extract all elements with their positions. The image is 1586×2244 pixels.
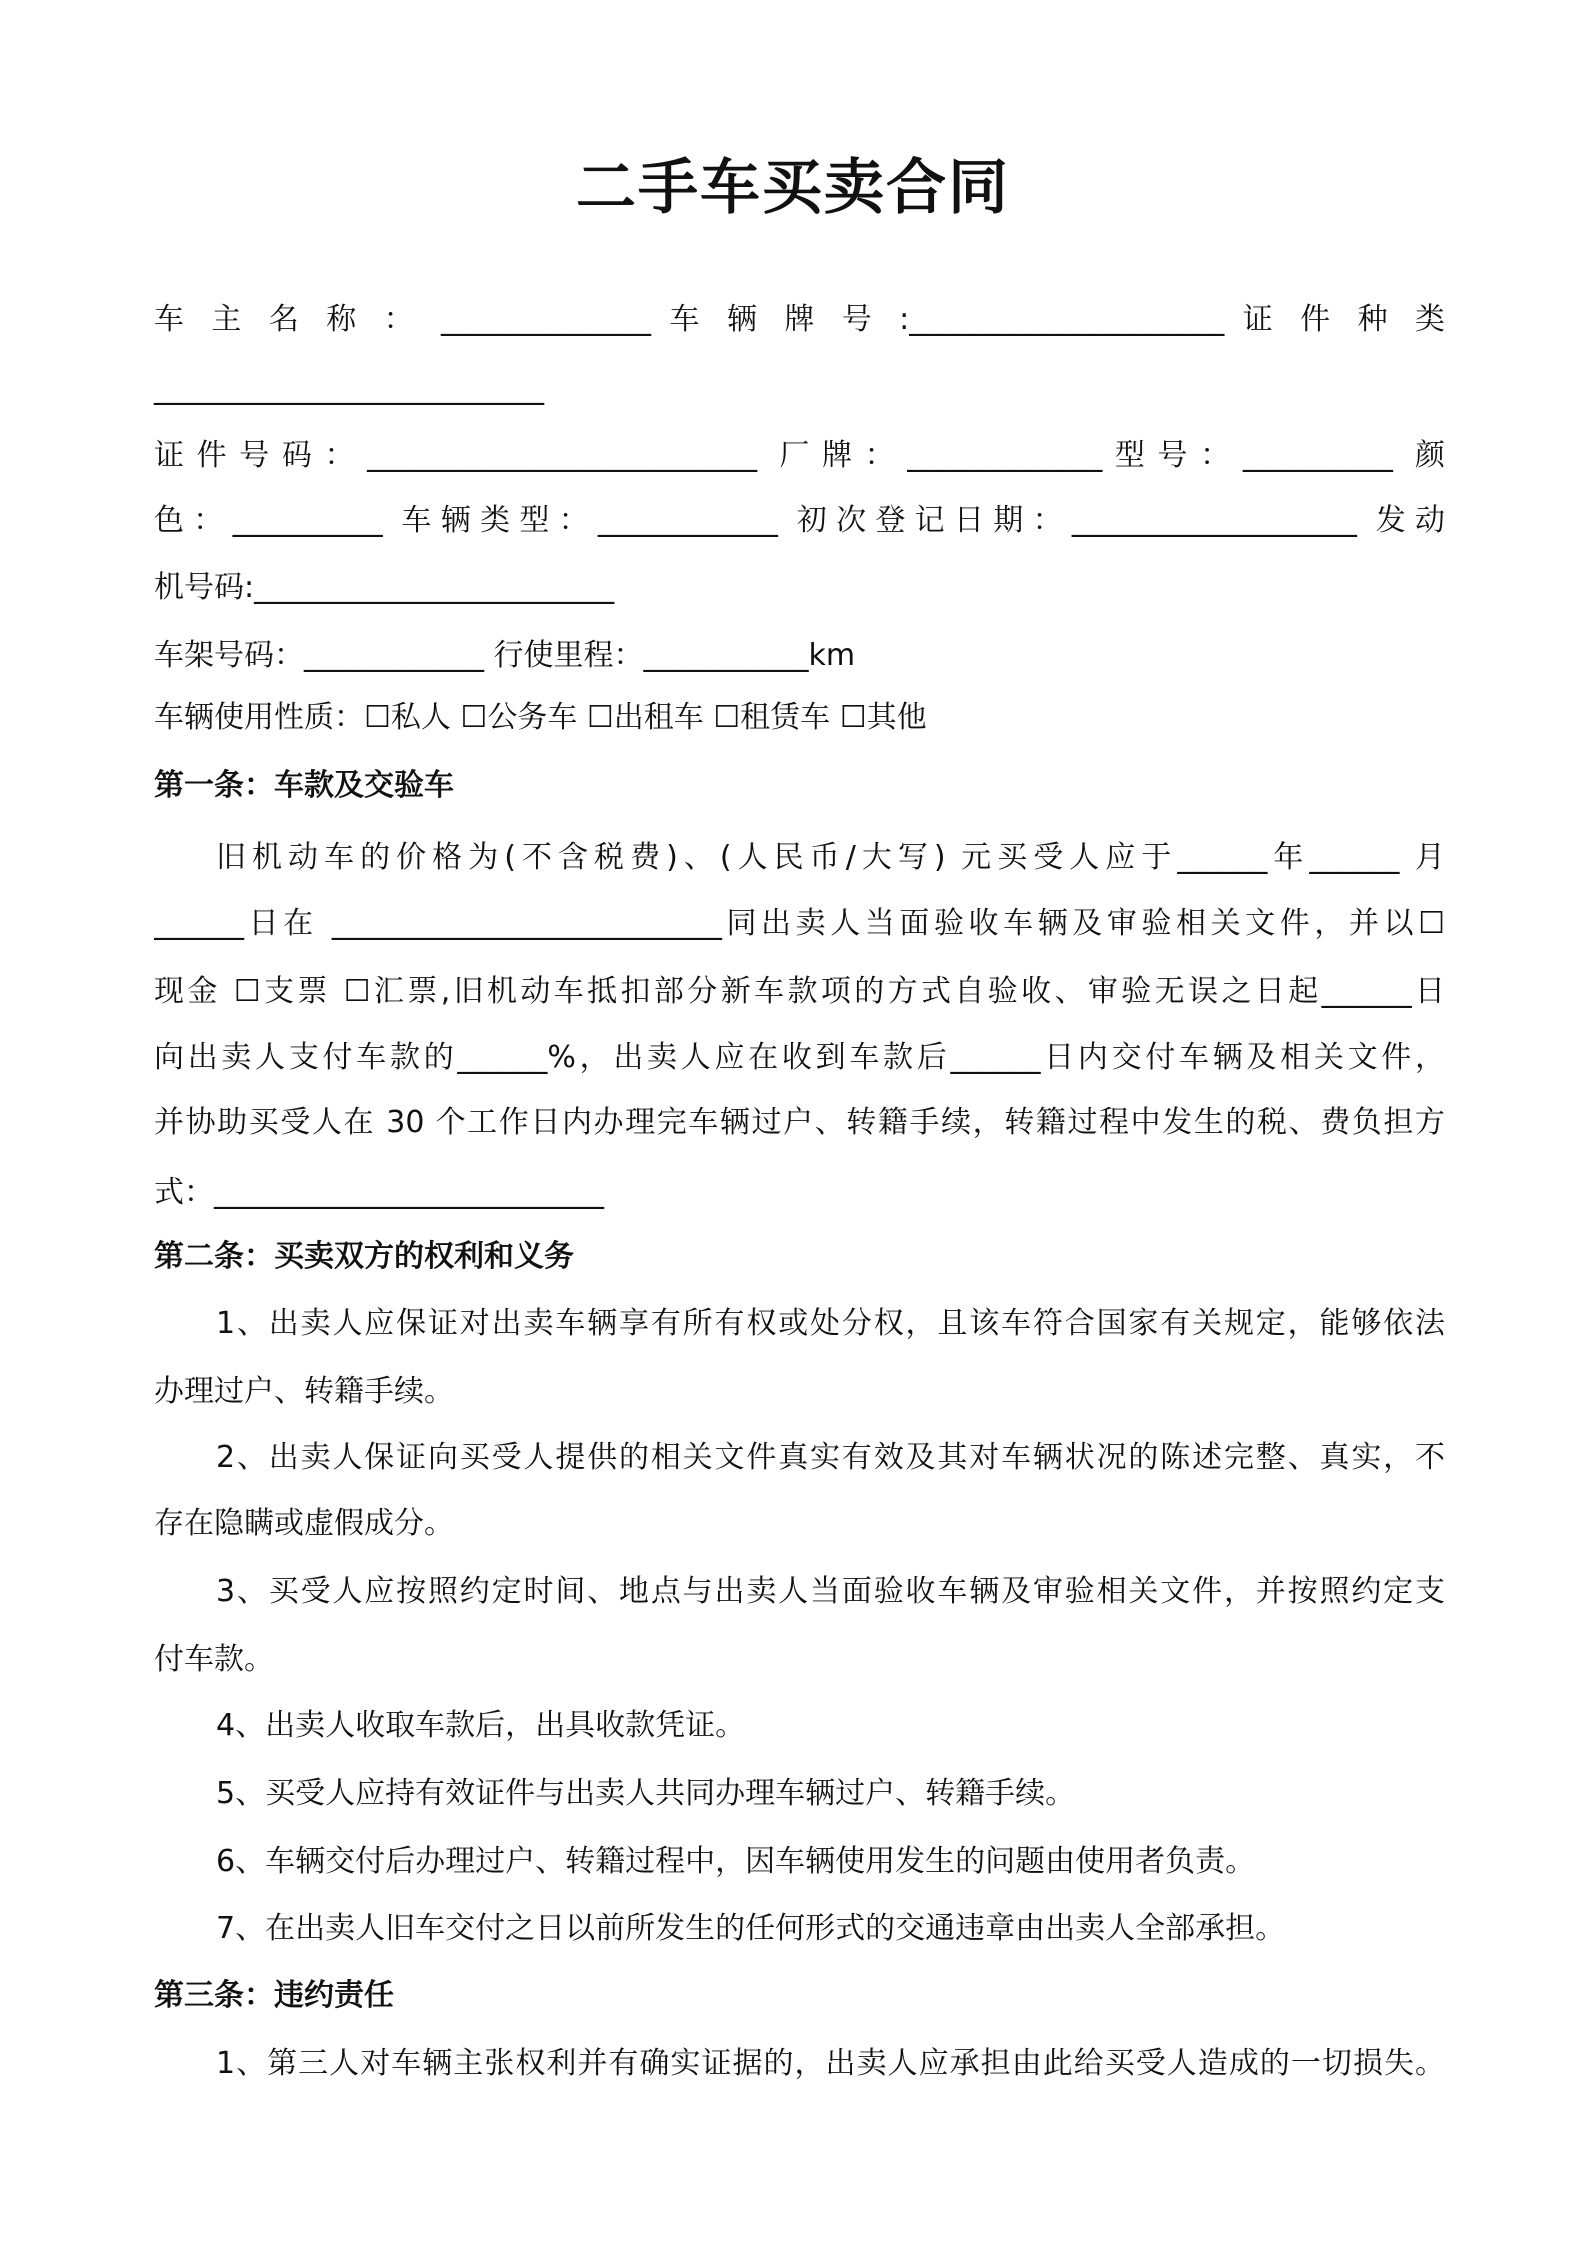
field-line-color-type-date: 色：__________ 车辆类型：____________ 初次登记日期：___________________ 发动	[154, 503, 1445, 538]
article1-heading: 第一条：车款及交验车	[154, 768, 454, 803]
field-line-id-type-blank: __________________________	[154, 371, 544, 406]
article2-line: 2、出卖人保证向买受人提供的相关文件真实有效及其对车辆状况的陈述完整、真实，不	[216, 1440, 1445, 1475]
article2-line: 1、出卖人应保证对出卖车辆享有所有权或处分权，且该车符合国家有关规定，能够依法	[216, 1306, 1445, 1341]
article1-line: 旧机动车的价格为(不含税费)、(人民币/大写) 元买受人应于______年______ 月	[216, 840, 1445, 875]
article1-line: 现金 ☐支票 ☐汇票,旧机动车抵扣部分新车款项的方式自验收、审验无误之日起______日	[154, 974, 1445, 1009]
article2-line: 7、在出卖人旧车交付之日以前所发生的任何形式的交通违章由出卖人全部承担。	[216, 1911, 1286, 1946]
article2-line: 付车款。	[154, 1642, 274, 1677]
article2-heading: 第二条：买卖双方的权利和义务	[154, 1239, 574, 1274]
field-line-usage-nature: 车辆使用性质：☐私人 ☐公务车 ☐出租车 ☐租赁车 ☐其他	[154, 700, 927, 735]
article1-line: 并协助买受人在 30 个工作日内办理完车辆过户、转籍手续，转籍过程中发生的税、费负担方	[154, 1105, 1445, 1140]
article1-line: ______日在 __________________________同出卖人当面验收车辆及审验相关文件，并以☐	[154, 906, 1445, 941]
field-line-frame-mileage: 车架号码：____________ 行使里程：___________km	[154, 638, 856, 673]
field-line-engine-number: 机号码:________________________	[154, 570, 615, 605]
article2-line: 4、出卖人收取车款后，出具收款凭证。	[216, 1708, 746, 1743]
article3-heading: 第三条：违约责任	[154, 1978, 394, 2013]
article3-line: 1、第三人对车辆主张权利并有确实证据的，出卖人应承担由此给买受人造成的一切损失。	[216, 2046, 1445, 2081]
article2-line: 存在隐瞒或虚假成分。	[154, 1506, 454, 1541]
document-title: 二手车买卖合同	[576, 153, 1010, 223]
article2-line: 5、买受人应持有效证件与出卖人共同办理车辆过户、转籍手续。	[216, 1776, 1076, 1811]
article1-line: 式：__________________________	[154, 1175, 604, 1210]
article2-line: 3、买受人应按照约定时间、地点与出卖人当面验收车辆及审验相关文件，并按照约定支	[216, 1574, 1445, 1609]
article2-line: 办理过户、转籍手续。	[154, 1374, 454, 1409]
field-line-id-brand-model: 证件号码：__________________________ 厂牌：_____________型号：__________ 颜	[154, 438, 1445, 473]
article2-line: 6、车辆交付后办理过户、转籍过程中，因车辆使用发生的问题由使用者负责。	[216, 1844, 1256, 1879]
article1-line: 向出卖人支付车款的______%，出卖人应在收到车款后______日内交付车辆及相关文件，	[154, 1040, 1445, 1075]
field-line-owner-plate: 车 主 名 称 ： ______________ 车 辆 牌 号 :_____________________ 证 件 种 类	[154, 302, 1445, 337]
